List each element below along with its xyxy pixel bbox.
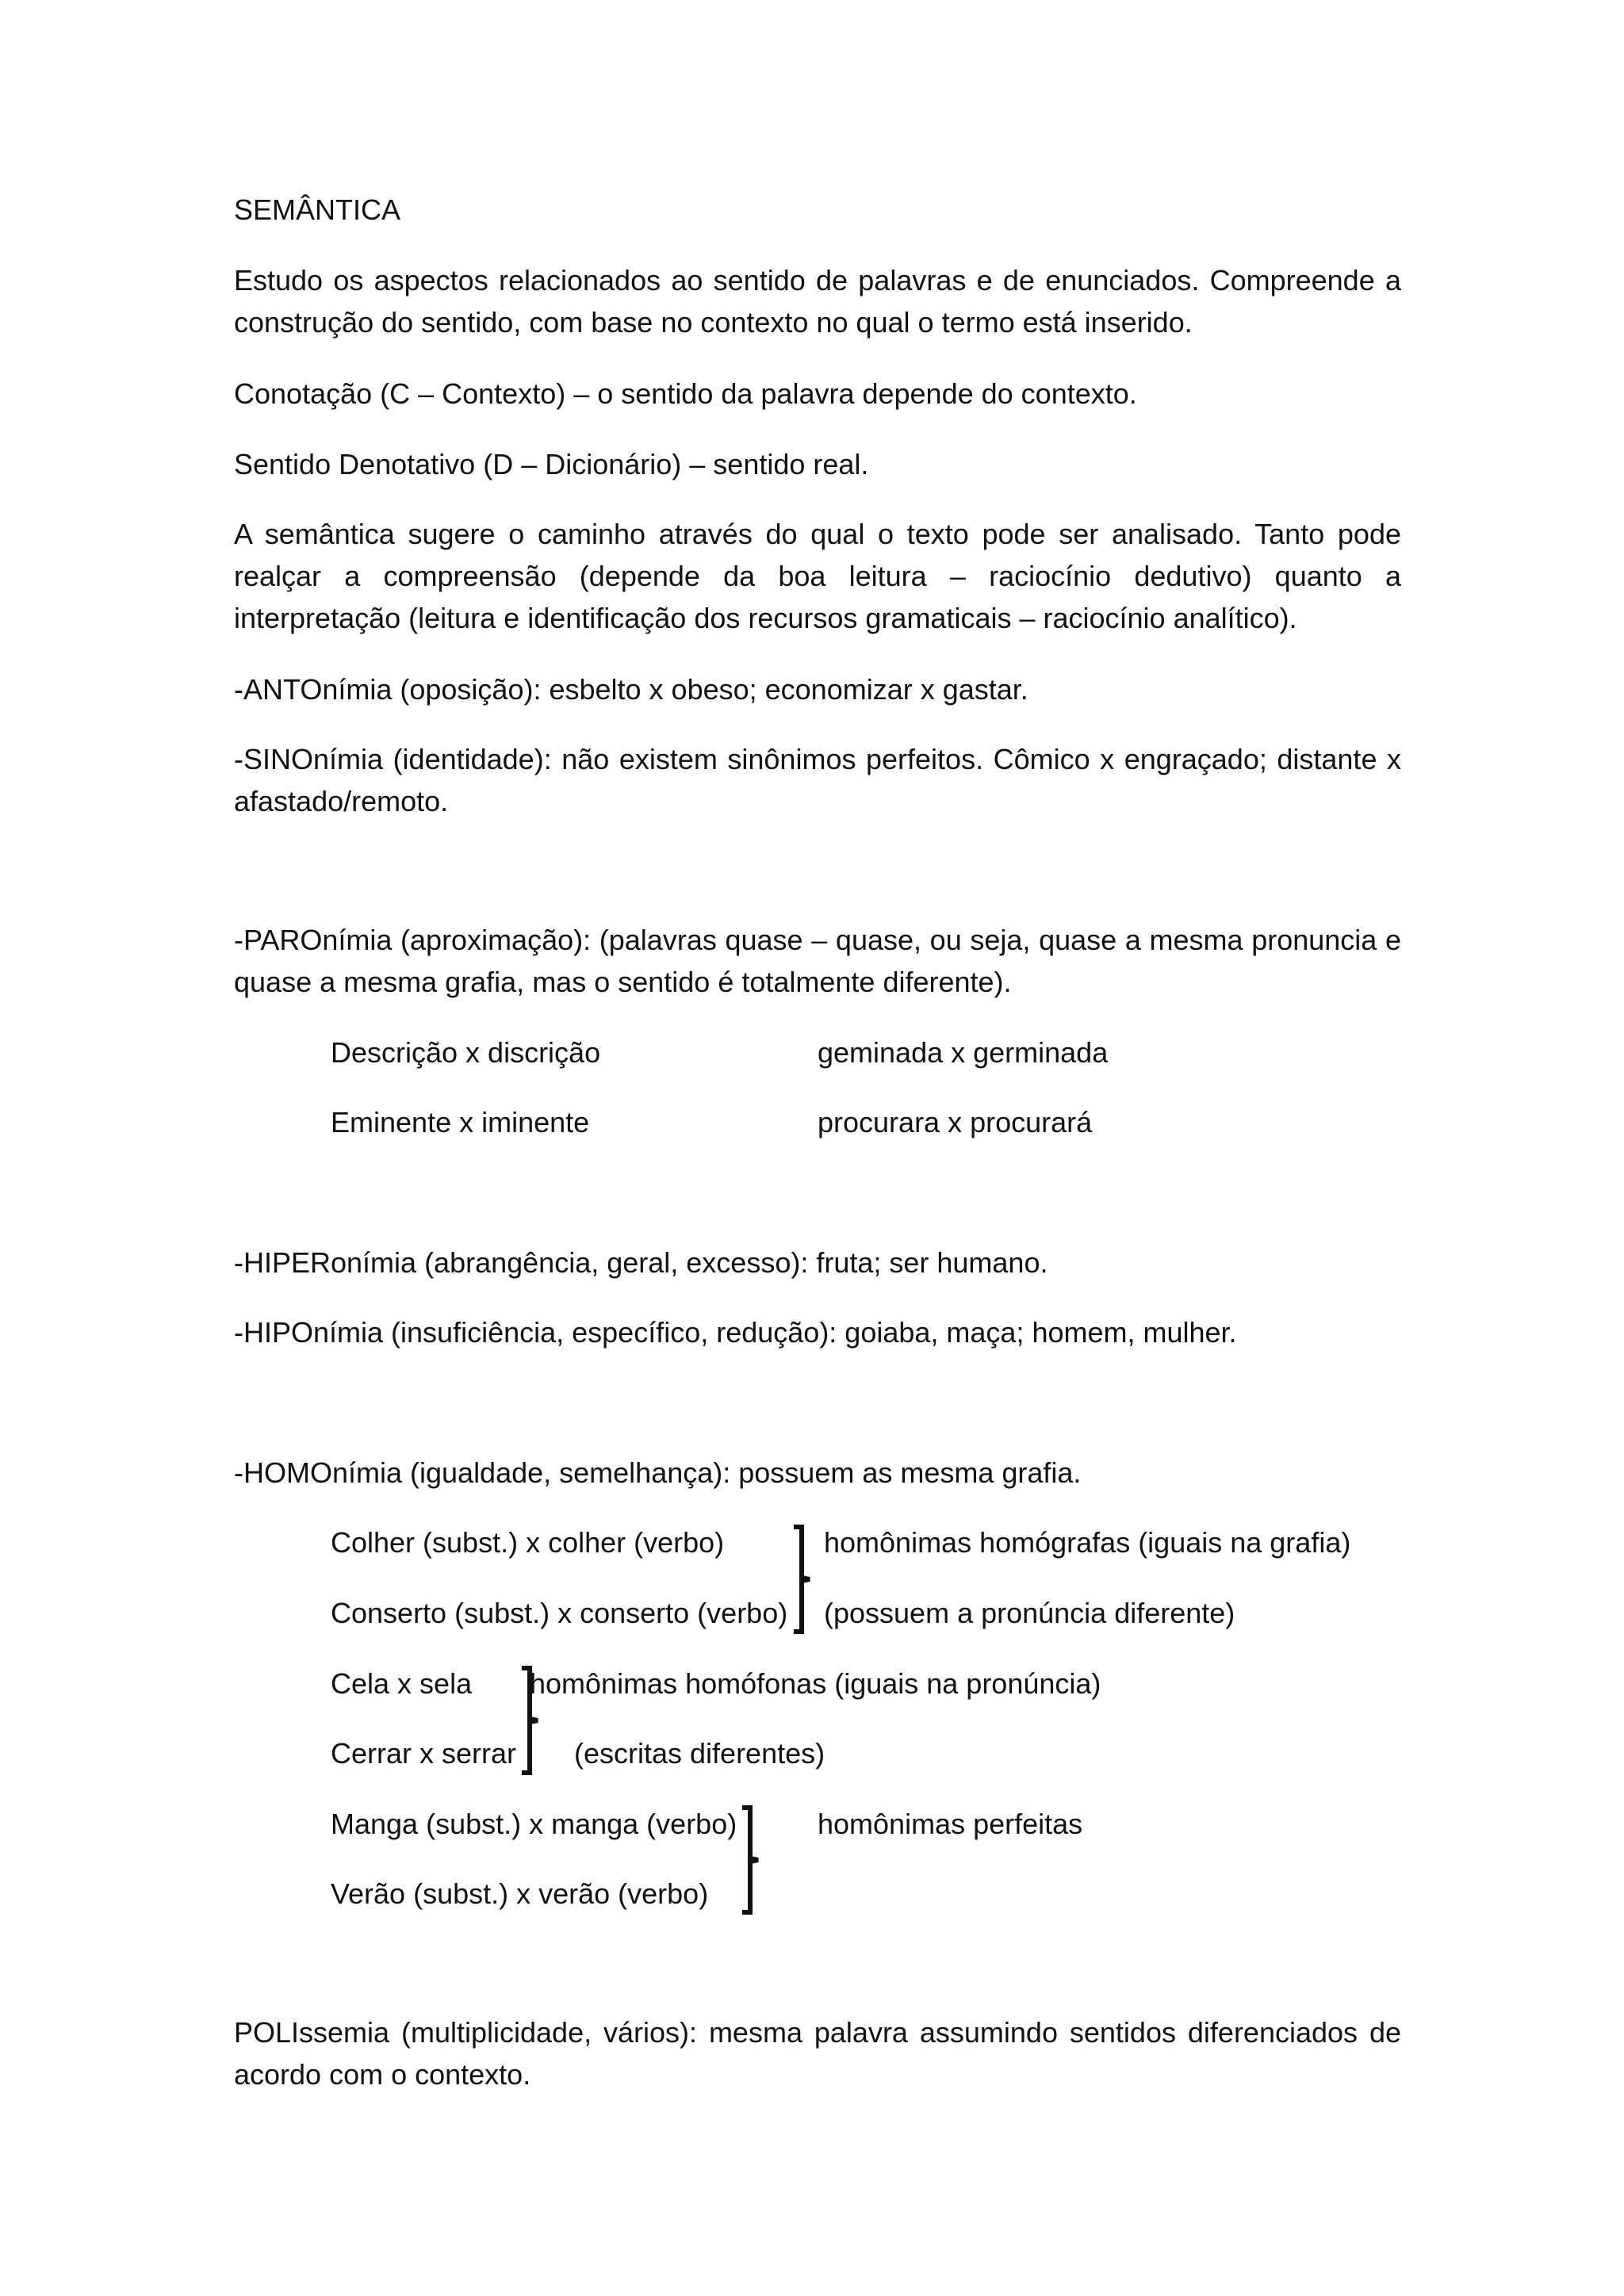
denotacao-paragraph: Sentido Denotativo (D – Dicionário) – sentido real. <box>234 448 869 480</box>
homonimia-example: Colher (subst.) x colher (verbo) <box>331 1526 725 1559</box>
homonimia-example: Conserto (subst.) x conserto (verbo) <box>331 1597 788 1629</box>
page-title: SEMÂNTICA <box>234 193 401 226</box>
homonimia-note: homônimas homógrafas (iguais na grafia) <box>824 1526 1351 1559</box>
homonimia-example: Manga (subst.) x manga (verbo) <box>331 1808 737 1840</box>
intro-paragraph: Estudo os aspectos relacionados ao sentido de palavras e de enunciados. Compreende a construção do sentido, com base no contexto no qual o termo está inserido. <box>234 264 1401 339</box>
homonimia-example: Cerrar x serrar <box>331 1737 517 1770</box>
conotacao-paragraph: Conotação (C – Contexto) – o sentido da palavra depende do contexto. <box>234 377 1137 410</box>
homonimia-example: Cela x sela <box>331 1667 473 1700</box>
right-brace-icon <box>789 1524 821 1635</box>
homonimia-note: homônimas perfeitas <box>818 1808 1083 1840</box>
paronimia-paragraph: -PAROnímia (aproximação): (palavras quase – quase, ou seja, quase a mesma pronuncia e quase a mesma grafia, mas o sentido é totalmente diferente). <box>234 924 1401 998</box>
homonimia-note: (escritas diferentes) <box>574 1737 825 1770</box>
paronimia-example-left: Descrição x discrição <box>331 1036 601 1069</box>
paronimia-example-left: Eminente x iminente <box>331 1106 590 1138</box>
semantica-paragraph: A semântica sugere o caminho através do qual o texto pode ser analisado. Tanto pode realçar a compreensão (depende da boa leitura – raciocínio dedutivo) quanto a interpretação (leitura e identificação dos recursos gramaticais – raciocínio analítico). <box>234 518 1401 634</box>
antonimia-paragraph: -ANTOnímia (oposição): esbelto x obeso; economizar x gastar. <box>234 673 1028 706</box>
homonimia-paragraph: -HOMOnímia (igualdade, semelhança): possuem as mesma grafia. <box>234 1456 1082 1489</box>
hiponimia-paragraph: -HIPOnímia (insuficiência, específico, redução): goiaba, maça; homem, mulher. <box>234 1316 1237 1349</box>
hiperonimia-paragraph: -HIPERonímia (abrangência, geral, excesso): fruta; ser humano. <box>234 1246 1048 1279</box>
right-brace-icon <box>737 1804 769 1915</box>
homonimia-note: (possuem a pronúncia diferente) <box>824 1597 1235 1629</box>
homonimia-example: Verão (subst.) x verão (verbo) <box>331 1877 709 1910</box>
sinonimia-paragraph: -SINOnímia (identidade): não existem sinônimos perfeitos. Cômico x engraçado; distante x afastado/remoto. <box>234 743 1401 817</box>
paronimia-example-right: geminada x germinada <box>818 1036 1109 1069</box>
homonimia-note: homônimas homófonas (iguais na pronúncia) <box>530 1667 1101 1700</box>
polissemia-paragraph: POLIssemia (multiplicidade, vários): mesma palavra assumindo sentidos diferenciados de acordo com o contexto. <box>234 2016 1401 2091</box>
paronimia-example-right: procurara x procurará <box>818 1106 1093 1138</box>
